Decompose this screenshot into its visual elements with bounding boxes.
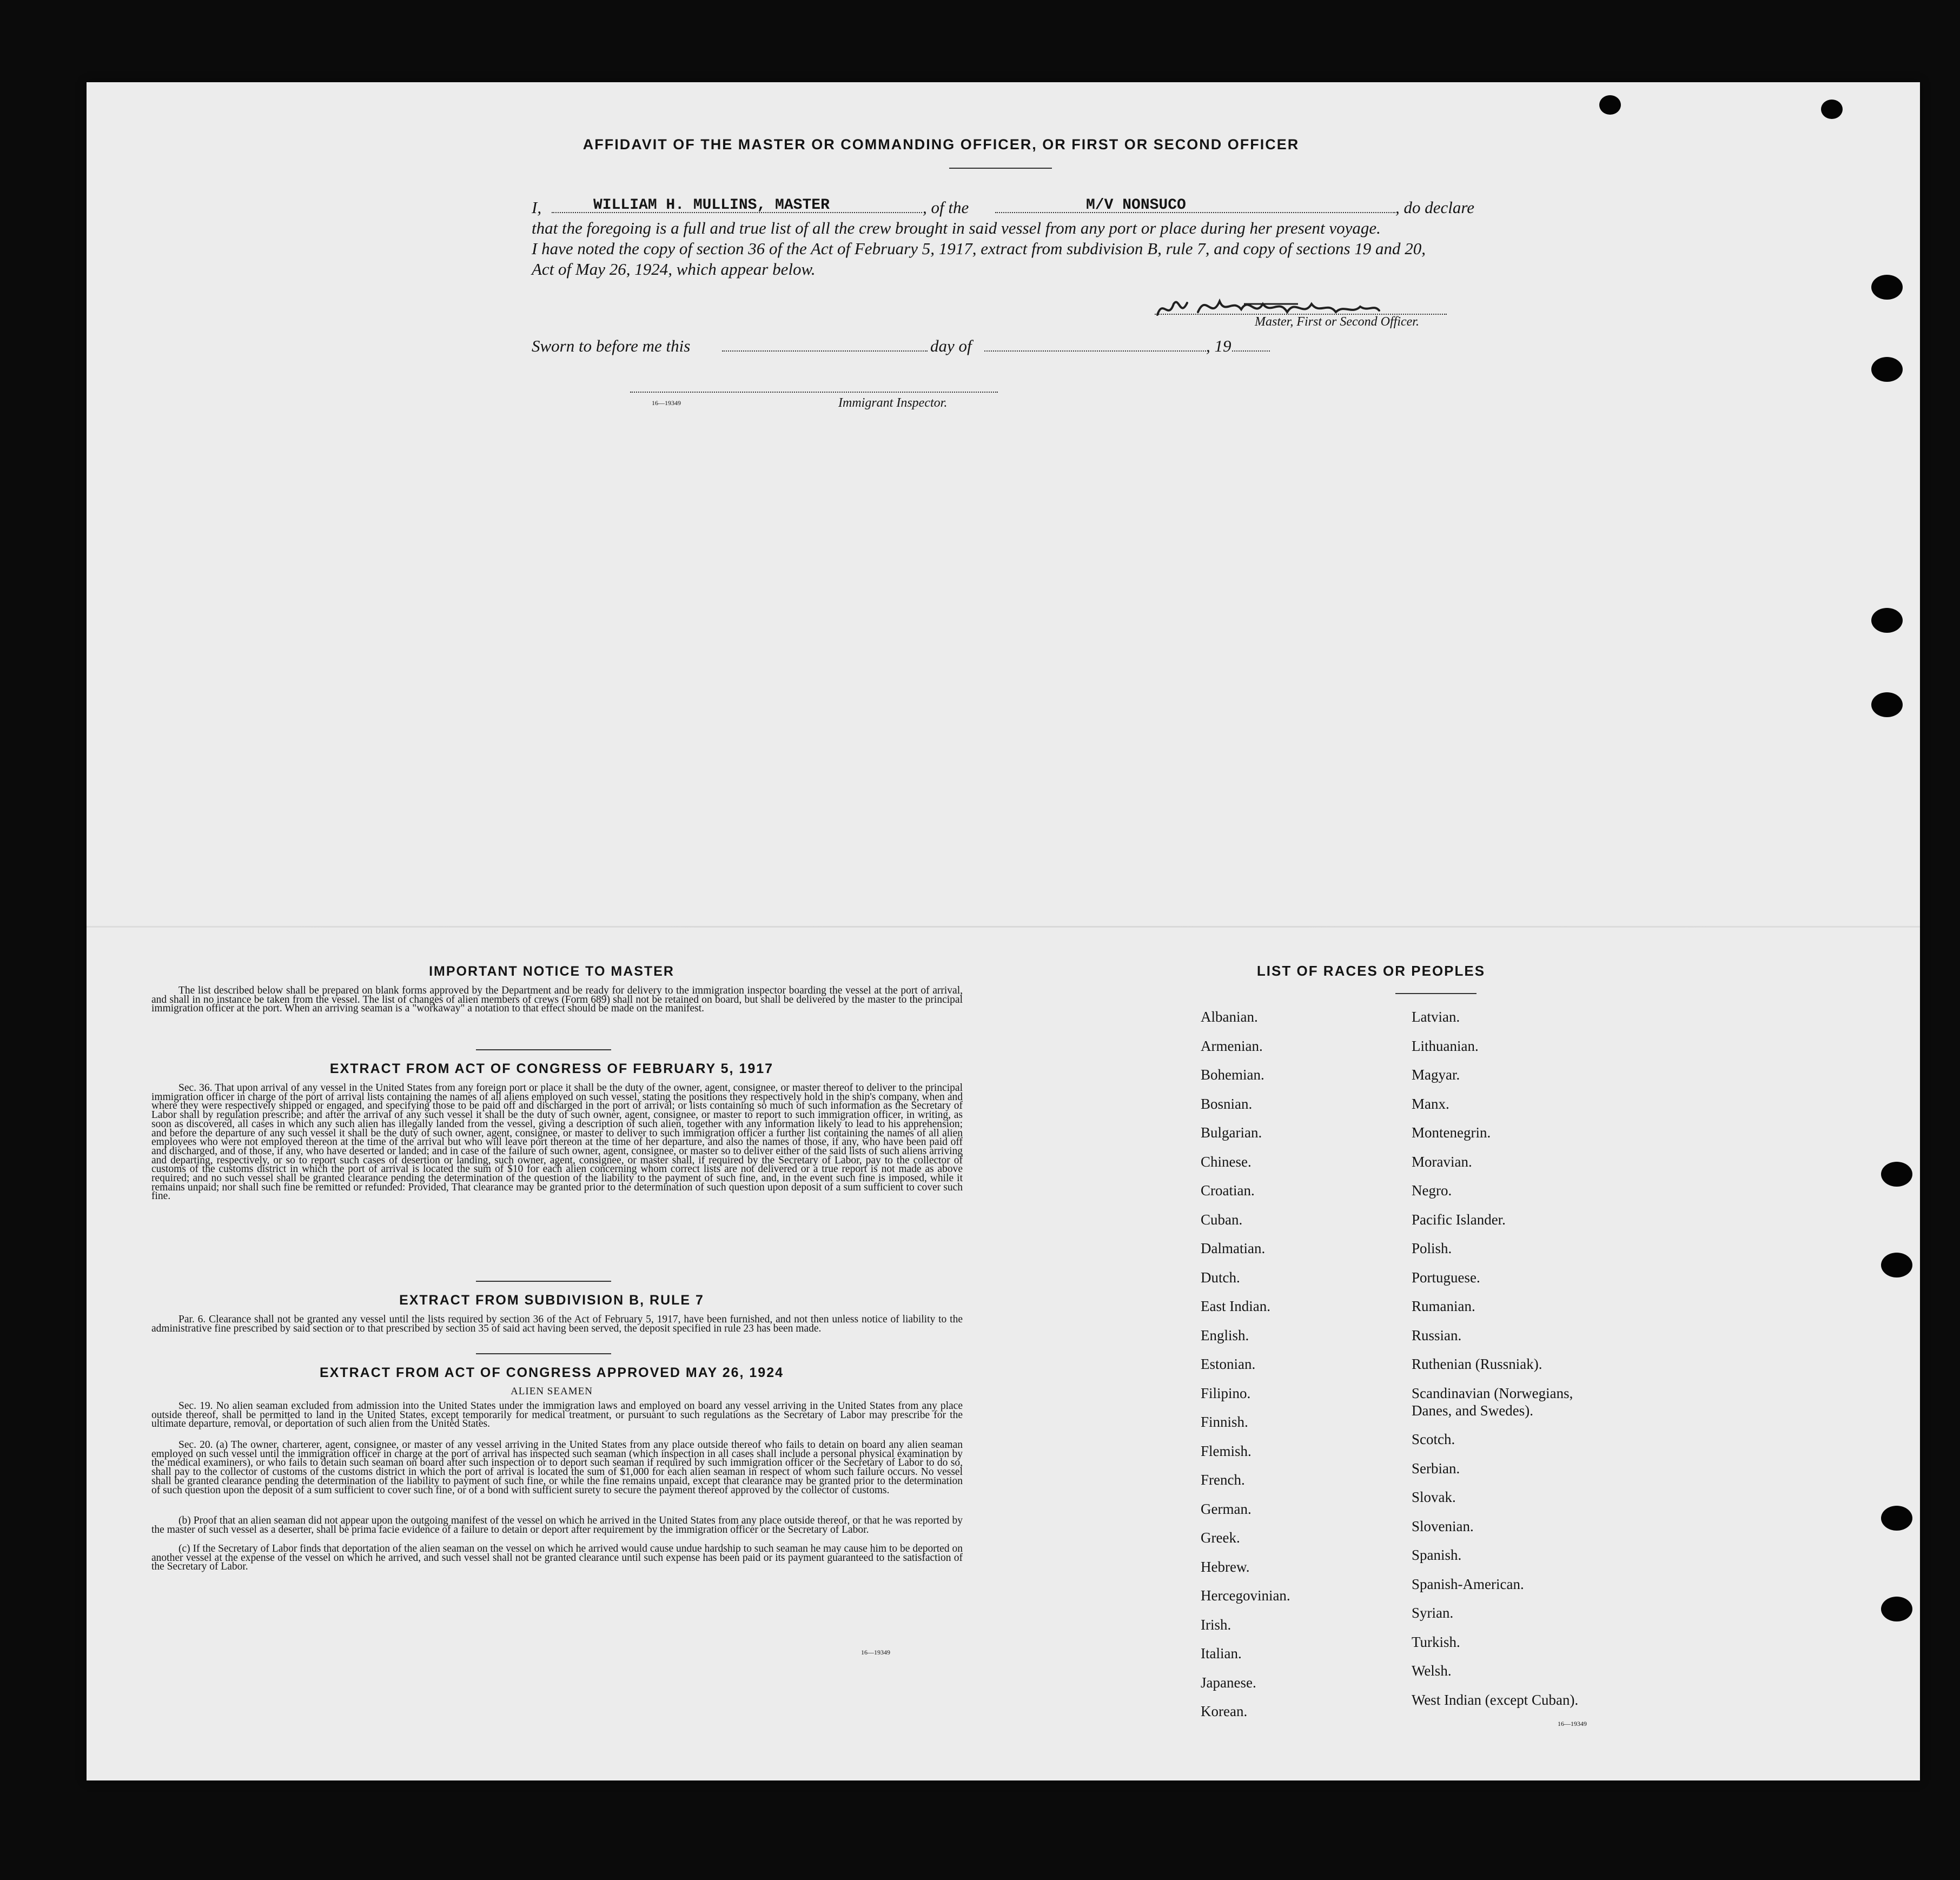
race-item: Syrian. xyxy=(1412,1605,1454,1621)
race-item: Slovak. xyxy=(1412,1489,1456,1505)
signature-caption: Master, First or Second Officer. xyxy=(1255,315,1419,329)
race-item: Bohemian. xyxy=(1201,1067,1264,1083)
race-item: Latvian. xyxy=(1412,1009,1460,1025)
race-item: Pacific Islander. xyxy=(1412,1211,1506,1228)
race-item: Welsh. xyxy=(1412,1663,1452,1679)
race-item: Hebrew. xyxy=(1201,1558,1250,1575)
race-item: West Indian (except Cuban). xyxy=(1412,1691,1579,1708)
race-item: Armenian. xyxy=(1201,1037,1263,1054)
sec-20b-text: (b) Proof that an alien seaman did not appear upon the outgoing manifest of the vessel on which he arrived in the United States from any place outside thereof, or that he was reported by the master of such vessel as a deserter, shall be prima facie evidence of a failure to detain or deport after requirement by the immigration officer or the Secretary of Labor. xyxy=(151,1515,963,1535)
punch-hole xyxy=(1599,95,1621,115)
sec-19-text: Sec. 19. No alien seaman excluded from admission into the United States under the immigration laws and employed on board any vessel arriving in the United States from any place outside thereof, shall be permitted to land in the United States, except temporarily for medical treatment, or pursuant to such regulations as the Secretary of Labor may prescribe for the ultimate departure, removal, or deportation of such alien from the United States. xyxy=(151,1400,963,1430)
race-item: Italian. xyxy=(1201,1645,1242,1661)
sworn-day-line xyxy=(722,350,928,352)
form-number-top: 16—19349 xyxy=(652,399,681,407)
races-title: LIST OF RACES OR PEOPLES xyxy=(1256,963,1486,979)
race-item: Spanish. xyxy=(1412,1547,1462,1563)
race-item: Finnish. xyxy=(1201,1414,1248,1430)
race-item: Bulgarian. xyxy=(1201,1124,1262,1141)
race-item: Polish. xyxy=(1412,1240,1452,1256)
punch-hole xyxy=(1881,1597,1912,1621)
affidavit-line-2: that the foregoing is a full and true list of all the crew brought in said vessel from any port or place during her present voyage. xyxy=(532,219,1381,237)
race-item: Ruthenian (Russniak). xyxy=(1412,1356,1542,1372)
sec-20a-text: Sec. 20. (a) The owner, charterer, agent, consignee, or master of any vessel arriving in the United States from any place outside thereof who fails to detain on board any alien seaman employed on such vessel until the immigration officer in charge at the port of arrival has inspected such seaman (which inspection in all cases shall include a personal physical examination by the medical examiners), or who fails to detain such seaman on board after such inspection or to deport such seaman if required by such immigration officer or the Secretary of Labor to do so, shall pay to the collector of customs of the customs district in which the port of arrival is located the sum of $1,000 for each alien seaman in respect of whom such failure occurs. No vessel shall be granted clearance pending the determination of the liability to payment of such fine, or while the fine remains unpaid, except that clearance may be granted prior to the determination of such question upon the deposit of a sum sufficient to cover such fine, or of a bond with sufficient surety to secure the payment thereof approved by the collector of customs. xyxy=(151,1439,963,1496)
punch-hole xyxy=(1871,608,1903,633)
punch-hole xyxy=(1871,275,1903,300)
race-item: Irish. xyxy=(1201,1616,1231,1633)
affidavit-line-4: Act of May 26, 1924, which appear below. xyxy=(532,260,816,279)
extract-b7-text: Par. 6. Clearance shall not be granted any vessel until the lists required by section 36 of the Act of February 5, 1917, have been furnished, and not then unless notice of liability to the administrative fine prescribed by said section or to that prescribed by section 35 of said act having been served, the deposit specified in rule 23 has been made. xyxy=(151,1314,963,1334)
race-item: Rumanian. xyxy=(1412,1298,1475,1314)
affidavit-line-3: I have noted the copy of section 36 of the Act of February 5, 1917, extract from subdivision B, rule 7, and copy of sections 19 and 20, xyxy=(532,239,1426,258)
punch-hole xyxy=(1881,1162,1912,1187)
race-item: Hercegovinian. xyxy=(1201,1587,1290,1604)
race-item: Magyar. xyxy=(1412,1067,1460,1083)
year-label: , 19 xyxy=(1206,336,1231,355)
extract-1924-title: EXTRACT FROM ACT OF CONGRESS APPROVED MAY 26, 1924 xyxy=(319,1365,784,1380)
race-item: Portuguese. xyxy=(1412,1269,1480,1286)
race-item: Cuban. xyxy=(1201,1211,1243,1228)
inspector-line xyxy=(630,392,998,393)
race-item: Japanese. xyxy=(1201,1674,1256,1691)
document-sheet xyxy=(87,82,1920,1780)
sworn-label: Sworn to before me this xyxy=(532,336,691,355)
inspector-caption: Immigrant Inspector. xyxy=(838,396,948,410)
race-item: East Indian. xyxy=(1201,1298,1270,1314)
extract-b7-title: EXTRACT FROM SUBDIVISION B, RULE 7 xyxy=(399,1293,704,1308)
race-item: Serbian. xyxy=(1412,1460,1460,1477)
title-rule xyxy=(949,168,1052,169)
extract-1917-rule xyxy=(476,1281,611,1282)
sworn-month-line xyxy=(984,350,1206,352)
race-item: Croatian. xyxy=(1201,1182,1255,1199)
race-item: Dalmatian. xyxy=(1201,1240,1266,1256)
race-item: Spanish-American. xyxy=(1412,1576,1524,1592)
race-item: Korean. xyxy=(1201,1703,1248,1719)
race-item: Flemish. xyxy=(1201,1442,1252,1459)
race-item: Dutch. xyxy=(1201,1269,1240,1286)
notice-rule xyxy=(476,1049,611,1050)
notice-title: IMPORTANT NOTICE TO MASTER xyxy=(429,964,674,979)
race-item: Lithuanian. xyxy=(1412,1037,1479,1054)
of-the-label: , of the xyxy=(923,198,969,217)
sworn-year-line xyxy=(1232,350,1270,352)
notice-text: The list described below shall be prepared on blank forms approved by the Department and be ready for delivery to the immigration inspector boarding the vessel at the port of arrival, and shall in no instance be taken from the vessel. The list of changes of alien members of crews (Form 689) shall not be retained on board, but shall be delivered by the master to the principal immigration officer at the port. When an arriving seaman is a "workaway" a notation to that effect should be made on the manifest. xyxy=(151,985,963,1015)
race-item: Scandinavian (Norwegians, Danes, and Swedes). xyxy=(1412,1385,1573,1419)
race-item: Scotch. xyxy=(1412,1431,1455,1447)
race-item: Greek. xyxy=(1201,1530,1240,1546)
affidavit-title: AFFIDAVIT OF THE MASTER OR COMMANDING OFFICER, OR FIRST OR SECOND OFFICER xyxy=(582,136,1300,153)
races-rule xyxy=(1395,993,1476,994)
race-item: Russian. xyxy=(1412,1327,1462,1343)
master-name: WILLIAM H. MULLINS, MASTER xyxy=(593,197,830,214)
race-item: Albanian. xyxy=(1201,1009,1258,1025)
alien-seamen-subtitle: ALIEN SEAMEN xyxy=(511,1386,593,1397)
race-item: Filipino. xyxy=(1201,1385,1251,1401)
race-item: French. xyxy=(1201,1472,1245,1488)
punch-hole xyxy=(1881,1253,1912,1277)
vessel-name: M/V NONSUCO xyxy=(1086,197,1186,214)
race-item: English. xyxy=(1201,1327,1249,1343)
fold-line xyxy=(87,926,1920,928)
form-number-left: 16—19349 xyxy=(861,1649,890,1656)
punch-hole xyxy=(1881,1506,1912,1531)
form-number-right: 16—19349 xyxy=(1558,1720,1587,1727)
race-item: Turkish. xyxy=(1412,1633,1460,1650)
race-item: Chinese. xyxy=(1201,1153,1252,1170)
punch-hole xyxy=(1871,357,1903,382)
race-item: German. xyxy=(1201,1500,1252,1517)
race-item: Estonian. xyxy=(1201,1356,1256,1372)
i-label: I, xyxy=(532,198,542,217)
sec-20c-text: (c) If the Secretary of Labor finds that deportation of the alien seaman on the vessel on which he arrived would cause undue hardship to such seaman he may cause him to be deported on another vessel at the expense of the vessel on which he arrived, and such vessel shall not be granted clearance until such expense has been paid or its payment guaranteed to the satisfaction of the Secretary of Labor. xyxy=(151,1543,963,1573)
race-item: Bosnian. xyxy=(1201,1095,1253,1112)
race-item: Negro. xyxy=(1412,1182,1452,1199)
extract-1917-title: EXTRACT FROM ACT OF CONGRESS OF FEBRUARY 5, 1917 xyxy=(329,1061,774,1076)
punch-hole xyxy=(1821,100,1843,119)
extract-b7-rule xyxy=(476,1353,611,1354)
race-item: Montenegrin. xyxy=(1412,1124,1491,1141)
extract-1917-text: Sec. 36. That upon arrival of any vessel in the United States from any foreign port or place it shall be the duty of the owner, agent, consignee, or master thereof to deliver to the principal immigration officer in charge of the port of arrival lists containing the names of all aliens employed on such vessel, stating the positions they respectively hold in the ship's company, when and where they were respectively shipped or engaged, and specifying those to be paid off and discharged in the port of arrival; or lists containing so much of such information as the Secretary of Labor shall by regulation prescribe; and after the arrival of any such vessel it shall be the duty of such owner, agent, consignee, or master to report to such immigration officer, in writing, as soon as discovered, all cases in which any such alien has illegally landed from the vessel, giving a description of such alien, together with any information likely to lead to his apprehension; and before the departure of any such vessel it shall be the duty of such owner, agent, consignee, or master to deliver to such immigration officer a further list containing the names of all alien employees who were not employed thereon at the time of the arrival but who will leave port thereon at the time of her departure, and also the names of those, if any, who have been paid off and discharged, and of those, if any, who have deserted or landed; and in case of the failure of such owner, agent, consignee, or master so to deliver either of the said lists of such aliens arriving and departing, respectively, or so to report such cases of desertion or landing, such owner, agent, consignee, or master shall, if required by the Secretary of Labor, pay to the collector of customs of the customs district in which the port of arrival is located the sum of $10 for each alien concerning whom correct lists are not delivered or a true report is not made as above required; and no such vessel shall be granted clearance pending the determination of the question of the liability to the payment of such fine, and, in the event such fine is imposed, while it remains unpaid; nor shall such fine be remitted or refunded: Provided, That clearance may be granted prior to the determination of such question upon deposit of a sum sufficient to cover such fine. xyxy=(151,1082,963,1202)
day-of-label: day of xyxy=(930,336,972,355)
race-item: Manx. xyxy=(1412,1095,1449,1112)
do-declare-label: , do declare xyxy=(1395,198,1475,217)
vessel-line xyxy=(995,212,1395,213)
punch-hole xyxy=(1871,692,1903,717)
race-item: Moravian. xyxy=(1412,1153,1472,1170)
race-item: Slovenian. xyxy=(1412,1518,1474,1534)
